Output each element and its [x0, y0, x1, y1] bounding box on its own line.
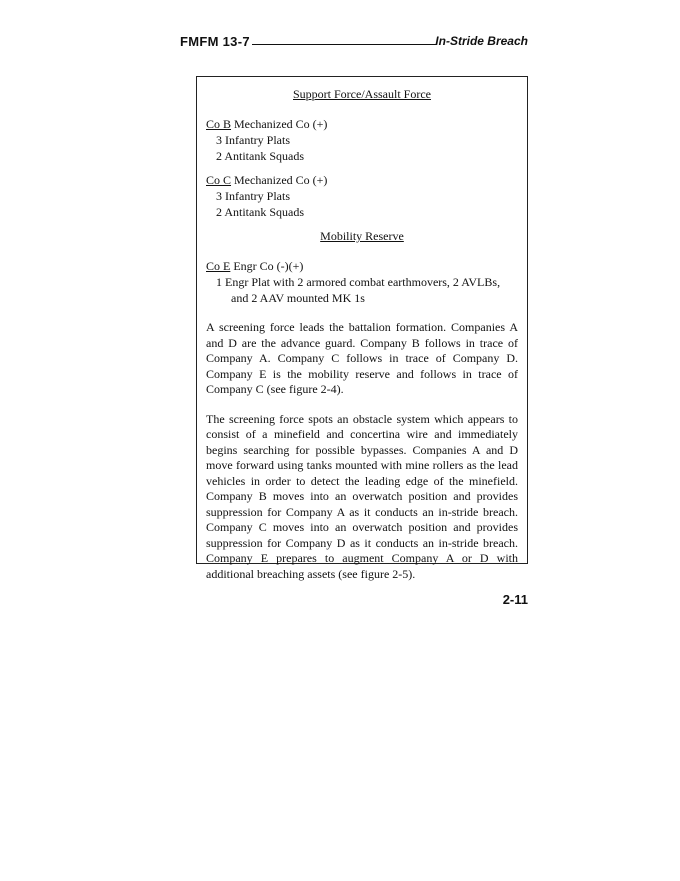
unit-desc: Engr Co (-)(+)	[233, 259, 304, 273]
header-rule	[252, 44, 436, 45]
unit-item: 2 Antitank Squads	[216, 149, 305, 163]
unit-item: 2 Antitank Squads	[216, 205, 305, 219]
unit-co-e	[206, 258, 518, 274]
unit-name: Co C	[206, 173, 232, 187]
unit-desc: Mechanized Co (+)	[234, 173, 328, 187]
chapter-title: In-Stride Breach	[435, 34, 528, 48]
page-header	[180, 34, 528, 52]
box-content	[206, 86, 518, 582]
unit-co-b	[206, 116, 518, 132]
page-number: 2-11	[502, 592, 528, 607]
mobility-reserve-heading: Mobility Reserve	[320, 229, 404, 243]
paragraph: A screening force leads the battalion formation. Companies A and D are the advance guard. Company B follows in trace of Company A. Company C follows in trace of Company D. Company E is the mobility reserve and follows in trace of Company C (see figure 2-4).	[206, 320, 518, 396]
unit-item: 3 Infantry Plats	[216, 133, 290, 147]
support-force-heading: Support Force/Assault Force	[293, 87, 431, 101]
unit-desc: Mechanized Co (+)	[234, 117, 328, 131]
unit-name: Co E	[206, 259, 231, 273]
manual-title: FMFM 13-7	[180, 34, 250, 49]
unit-co-c	[206, 172, 518, 188]
unit-item-continued: and 2 AAV mounted MK 1s	[231, 291, 365, 305]
unit-item: 3 Infantry Plats	[216, 189, 290, 203]
paragraph: The screening force spots an obstacle system which appears to consist of a minefield and concertina wire and immediately begins searching for possible bypasses. Companies A and D move forward using tanks mounted with mine rollers as the lead vehicles in order to detect the leading edge of the minefield. Company B moves into an overwatch position and provides suppression for Company A as it conducts an in-stride breach. Company C moves into an overwatch position and provides suppression for Company D as it conducts an in-stride breach. Company E prepares to augment Company A or D with additional breaching assets (see figure 2-5).	[206, 411, 518, 581]
unit-item: 1 Engr Plat with 2 armored combat earthmovers, 2 AVLBs,	[216, 275, 501, 289]
unit-name: Co B	[206, 117, 232, 131]
